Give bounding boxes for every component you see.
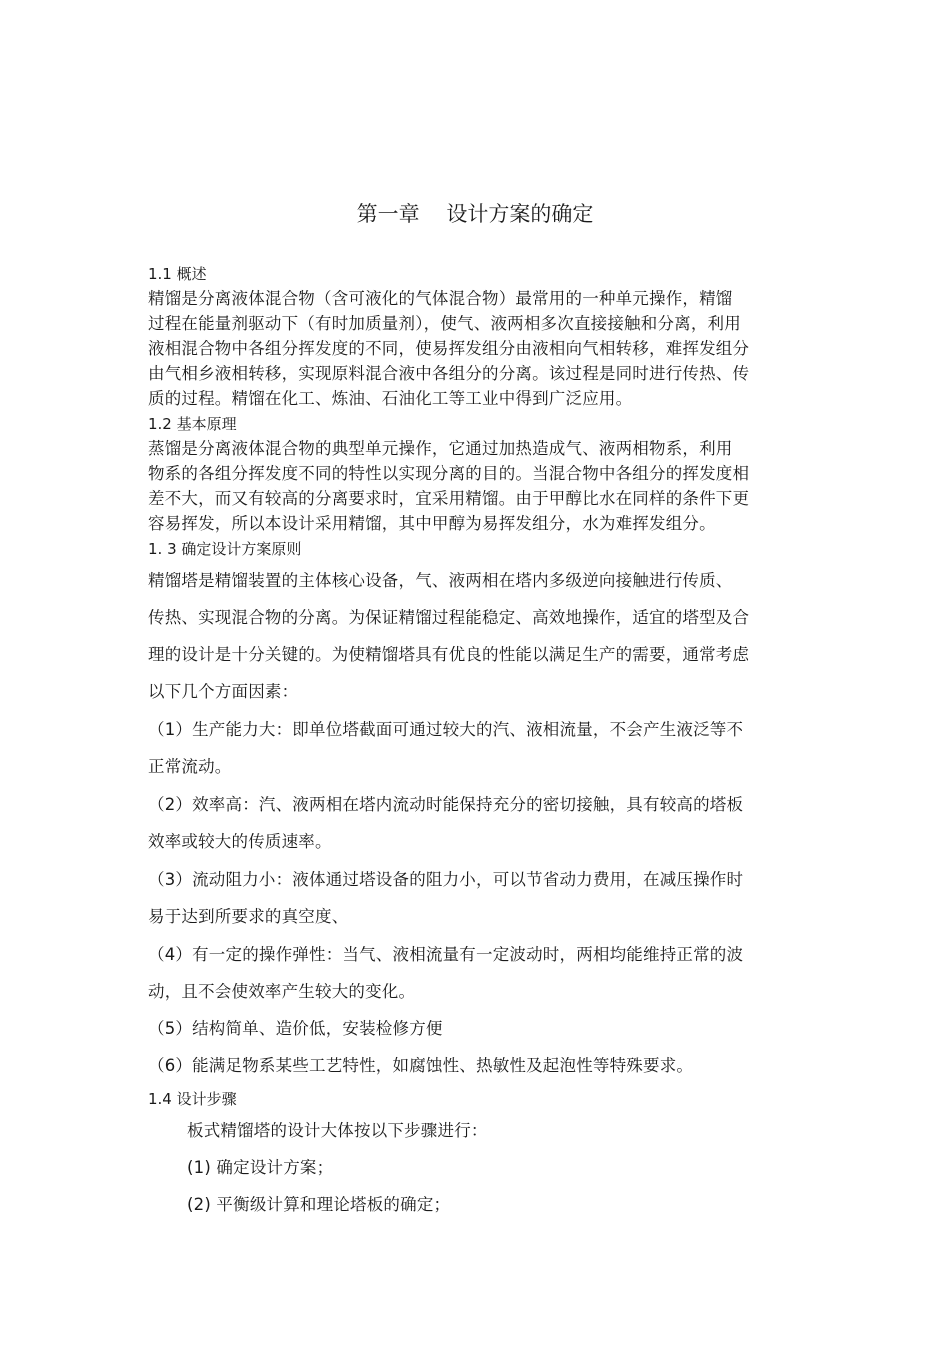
paragraph-line: 板式精馏塔的设计大体按以下步骤进行： — [187, 1121, 488, 1140]
paragraph-line: 传热、实现混合物的分离。为保证精馏过程能稳定、高效地操作，适宜的塔型及合 — [148, 608, 750, 627]
list-item-continued: 效率或较大的传质速率。 — [148, 832, 332, 851]
paragraph-line: 差不大，而又有较高的分离要求时，宜采用精馏。由于甲醇比水在同样的条件下更 — [148, 489, 750, 508]
paragraph-line: 以下几个方面因素： — [148, 682, 299, 701]
paragraph-line: 精馏塔是精馏装置的主体核心设备，气、液两相在塔内多级逆向接触进行传质、 — [148, 571, 733, 590]
paragraph-line: 质的过程。精馏在化工、炼油、石油化工等工业中得到广泛应用。 — [148, 389, 633, 408]
section-heading-1-1: 1.1 概述 — [148, 265, 207, 283]
paragraph-line: 由气相乡液相转移，实现原料混合液中各组分的分离。该过程是同时进行传热、传 — [148, 364, 750, 383]
list-item: （6）能满足物系某些工艺特性，如腐蚀性、热敏性及起泡性等特殊要求。 — [148, 1056, 694, 1075]
list-item: （2）效率高：汽、液两相在塔内流动时能保持充分的密切接触，具有较高的塔板 — [148, 795, 744, 814]
list-item-continued: 易于达到所要求的真空度、 — [148, 907, 349, 926]
section-heading-1-4: 1.4 设计步骤 — [148, 1090, 237, 1108]
list-item: (2) 平衡级计算和理论塔板的确定； — [187, 1195, 451, 1214]
list-item-continued: 动，且不会使效率产生较大的变化。 — [148, 982, 416, 1001]
list-item: （5）结构简单、造价低，安装检修方便 — [148, 1019, 443, 1038]
list-item-continued: 正常流动。 — [148, 757, 232, 776]
paragraph-line: 液相混合物中各组分挥发度的不同，使易挥发组分由液相向气相转移，难挥发组分 — [148, 339, 750, 358]
paragraph-line: 容易挥发，所以本设计采用精馏，其中甲醇为易挥发组分，水为难挥发组分。 — [148, 514, 716, 533]
list-item: （1）生产能力大：即单位塔截面可通过较大的汽、液相流量，不会产生液泛等不 — [148, 720, 744, 739]
list-item: (1) 确定设计方案； — [187, 1158, 334, 1177]
list-item: （4）有一定的操作弹性：当气、液相流量有一定波动时，两相均能维持正常的波 — [148, 945, 744, 964]
section-heading-1-2: 1.2 基本原理 — [148, 415, 237, 433]
paragraph-line: 理的设计是十分关键的。为使精馏塔具有优良的性能以满足生产的需要，通常考虑 — [148, 645, 750, 664]
paragraph-line: 精馏是分离液体混合物（含可液化的气体混合物）最常用的一种单元操作，精馏 — [148, 289, 733, 308]
paragraph-line: 物系的各组分挥发度不同的特性以实现分离的目的。当混合物中各组分的挥发度相 — [148, 464, 750, 483]
paragraph-line: 过程在能量剂驱动下（有时加质量剂），使气、液两相多次直接接触和分离，利用 — [148, 314, 741, 333]
list-item: （3）流动阻力小：液体通过塔设备的阻力小，可以节省动力费用，在减压操作时 — [148, 870, 744, 889]
chapter-title: 第一章 设计方案的确定 — [356, 202, 594, 226]
section-heading-1-3: 1. 3 确定设计方案原则 — [148, 540, 302, 558]
paragraph-line: 蒸馏是分离液体混合物的典型单元操作，它通过加热造成气、液两相物系，利用 — [148, 439, 733, 458]
